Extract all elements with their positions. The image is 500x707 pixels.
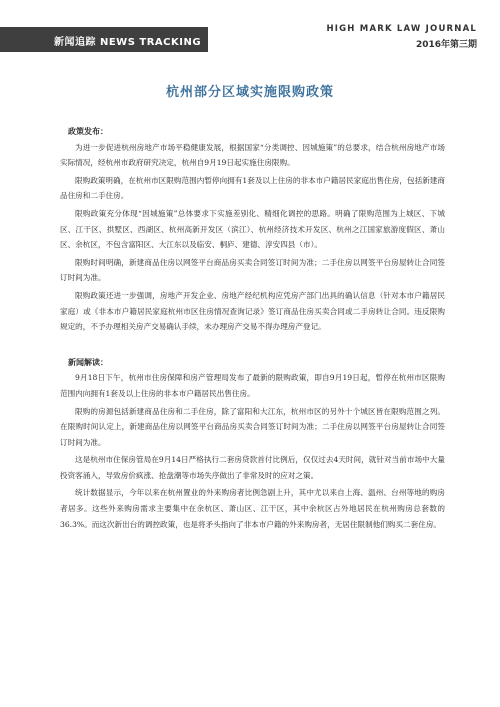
paragraph: 为进一步促进杭州房地产市场平稳健康发展，根据国家“分类调控、因城施策”的总要求，结合杭州房地产市场实际情况，经杭州市政府研究决定，杭州自9月19日起实施住房限购。 [60, 142, 445, 168]
section-header-bar [0, 27, 208, 52]
policy-section-label: 政策发布： [68, 127, 108, 136]
issue-number: 2016年第三期 [415, 40, 477, 50]
interpretation-section-label: 新闻解读： [68, 357, 108, 367]
paragraph: 统计数据显示，今年以来在杭州置业的外来购房者比例急剧上升，其中尤以来自上海、温州、台州等地的购房者居多。这些外来购房需求主要集中在余杭区、萧山区、江干区，其中余杭区占外地居民在杭州购房总套数的36.3%。而这次新出台的调控政策，也是将矛头指向了非本市户籍的外来购房者，无居住限制他们购买二套住房。 [60, 488, 445, 529]
article-body [60, 124, 445, 534]
paragraph: 限购的房源包括新建商品住房和二手住房，除了富阳和大江东，杭州市区的另外十个城区皆在限购范围之列。在限购时间认定上，新建商品住房以网签平台商品房买卖合同签订时间为准；二手住房以网签平台房屋转让合同签订时间为准。 [60, 406, 445, 447]
journal-name: HIGH MARK LAW JOURNAL [326, 24, 477, 34]
paragraph: 9月18日下午，杭州市住房保障和房产管理局发布了最新的限购政策，即自9月19日起，暂停在杭州市区限购范围内向拥有1套及以上住房的非本市户籍居民出售住房。 [60, 373, 445, 398]
paragraph: 限购时间明确，新建商品住房以网签平台商品房买卖合同签订时间为准；二手住房以网签平台房屋转让合同签订时间为准。 [60, 257, 445, 283]
policy-section [60, 124, 445, 335]
paragraph: 这是杭州市住保房管局在9月14日严格执行二套房贷款首付比例后，仅仅过去4天时间，就针对当前市场中大量投资客涌入，导致房价疯涨、抢盘潮等市场失序做出了非常及时的应对之策。 [60, 455, 445, 480]
section-label: 新闻追踪 NEWS TRACKING [54, 37, 202, 48]
paragraph: 限购政策明确，在杭州市区限购范围内暂停向拥有1套及以上住房的非本市户籍居民家庭出售住房，包括新建商品住房和二手住房。 [60, 175, 445, 201]
paragraph: 限购政策还进一步强调，房地产开发企业、房地产经纪机构应凭房产部门出具的确认信息（针对本市户籍居民家庭）或《非本市户籍居民家庭杭州市区住房情况查询记录》签订商品住房买卖合同或二手房转让合同。违反限购规定的，不予办理相关房产交易确认手续，未办理房产交易不得办理房产登记。 [60, 290, 445, 332]
interpretation-section [60, 355, 445, 533]
section-spacer [60, 337, 445, 355]
article-title: 杭州部分区域实施限购政策 [165, 85, 334, 100]
paragraph: 限购政策充分体现“因城施策”总体要求下实施差别化、精细化调控的思路。明确了限购范围为上城区、下城区、江干区、拱墅区、西湖区、杭州高新开发区（滨江）、杭州经济技术开发区、杭州之江国家旅游度假区、萧山区、余杭区，不包含富阳区、大江东以及临安、桐庐、建德、淳安四县（市）。 [60, 208, 445, 250]
